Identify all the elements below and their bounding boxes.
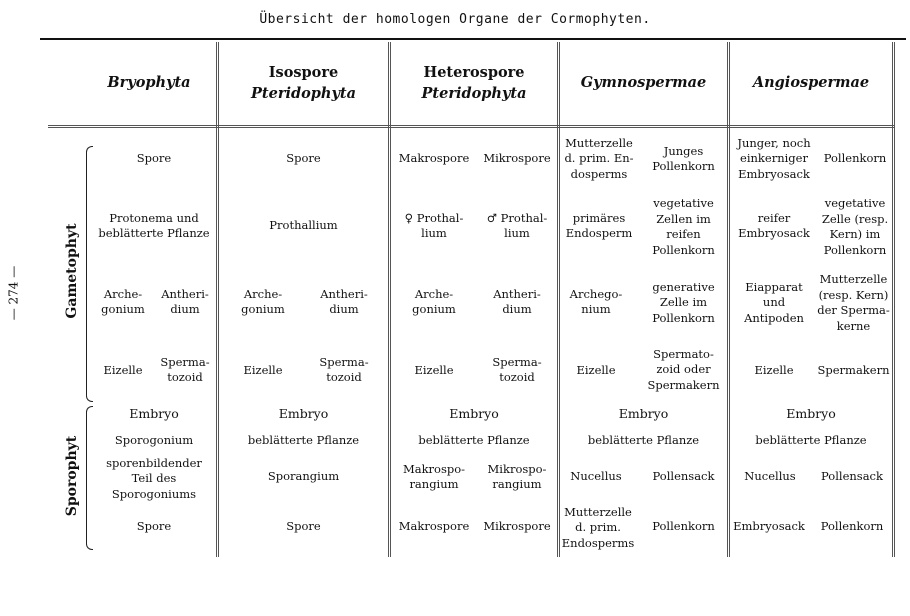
header-heterospore: Heterospore Pteridophyta	[421, 64, 527, 102]
table-cell: Embryo	[786, 406, 836, 422]
table-cell: Sperma- tozoid	[160, 354, 210, 384]
table-cell: Eizelle	[103, 363, 143, 378]
table-cell: Eiapparat und Antipoden	[744, 279, 804, 325]
table-cell: Sporogonium	[114, 433, 194, 448]
column-divider	[892, 42, 895, 557]
table-cell: sporenbildender Teil des Sporogoniums	[106, 455, 202, 501]
table-cell: Sporangium	[267, 469, 340, 484]
page-number: — 274 —	[6, 265, 21, 321]
table-cell: Pollenkorn	[652, 519, 715, 534]
table-cell: Antheri- dium	[493, 286, 541, 316]
table-cell: Antheri- dium	[161, 286, 209, 316]
table-cell: primäres Endosperm	[565, 210, 633, 240]
table-cell: Nucellus	[570, 469, 622, 484]
table-cell: Makrospo- rangium	[402, 461, 466, 491]
table-cell: Mutterzelle d. prim. En- dosperms	[564, 135, 634, 181]
table-cell: Spermakern	[817, 363, 890, 378]
table-cell: Mikrospo- rangium	[487, 461, 547, 491]
table-cell: Junger, noch einkerniger Embryosack	[737, 135, 811, 181]
table-cell: Eizelle	[576, 363, 616, 378]
table-cell: Archego- nium	[569, 286, 623, 316]
table-cell: vegetative Zellen im reifen Pollenkorn	[652, 196, 715, 257]
table-cell: beblätterte Pflanze	[247, 433, 360, 448]
sporophyt-label: Sporophyt	[64, 435, 80, 517]
table-cell: Prothallium	[269, 218, 338, 233]
table-cell: ♀ Prothal- lium	[404, 210, 464, 240]
table-cell: Sperma- tozoid	[492, 354, 542, 384]
table-cell: Mikrospore	[483, 151, 551, 166]
table-cell: Arche- gonium	[241, 286, 285, 316]
table-cell: Mutterzelle d. prim. Endosperms	[561, 504, 635, 550]
table-cell: Nucellus	[744, 469, 796, 484]
table-cell: reifer Embryosack	[738, 210, 810, 240]
table-cell: Pollenkorn	[820, 519, 884, 534]
table-cell: Arche- gonium	[412, 286, 456, 316]
table-cell: Makrospore	[398, 151, 470, 166]
header-bryophyta: Bryophyta	[107, 74, 191, 91]
table-cell: Embryo	[449, 406, 499, 422]
table-cell: Eizelle	[414, 363, 454, 378]
table-cell: Embryo	[618, 406, 669, 422]
header-gymnospermae: Gymnospermae	[580, 74, 707, 91]
table-cell: Embryosack	[733, 519, 805, 534]
table-cell: beblätterte Pflanze	[755, 433, 867, 448]
table-cell: Sperma- tozoid	[319, 354, 369, 384]
table-cell: Pollenkorn	[823, 151, 887, 166]
table-cell: Spore	[136, 151, 172, 166]
table-cell: Pollensack	[652, 469, 715, 484]
table-cell: Spore	[136, 519, 172, 534]
table-cell: Mikrospore	[483, 519, 551, 534]
table-cell: generative Zelle im Pollenkorn	[652, 279, 715, 325]
title-rule	[40, 38, 906, 40]
table-cell: Arche- gonium	[101, 286, 145, 316]
page-title: Übersicht der homologen Organe der Cormophyten.	[259, 12, 651, 27]
table-cell: Embryo	[129, 406, 179, 422]
header-angiospermae: Angiospermae	[752, 74, 870, 91]
header-isospore: Isospore Pteridophyta	[251, 64, 356, 102]
table-cell: Eizelle	[243, 363, 283, 378]
table-cell: beblätterte Pflanze	[418, 433, 530, 448]
table-cell: Spore	[286, 151, 321, 166]
table-cell: Pollensack	[821, 469, 883, 484]
table-cell: Eizelle	[754, 363, 794, 378]
gametophyt-label: Gametophyt	[64, 223, 80, 319]
table-cell: Makrospore	[398, 519, 470, 534]
table-cell: Antheri- dium	[320, 286, 368, 316]
header-rule	[48, 125, 894, 128]
table-cell: Mutterzelle (resp. Kern) der Sperma- kerne	[817, 272, 890, 333]
table-cell: vegetative Zelle (resp. Kern) im Pollenkorn	[821, 196, 889, 257]
table-cell: ♂ Prothal- lium	[486, 210, 548, 240]
table-cell: Junges Pollenkorn	[652, 143, 715, 173]
table-cell: Protonema und beblätterte Pflanze	[98, 210, 210, 240]
table-cell: Spore	[286, 519, 321, 534]
table-cell: Spermato- zoid oder Spermakern	[647, 346, 720, 392]
table-cell: beblätterte Pflanze	[587, 433, 700, 448]
table-cell: Embryo	[278, 406, 329, 422]
